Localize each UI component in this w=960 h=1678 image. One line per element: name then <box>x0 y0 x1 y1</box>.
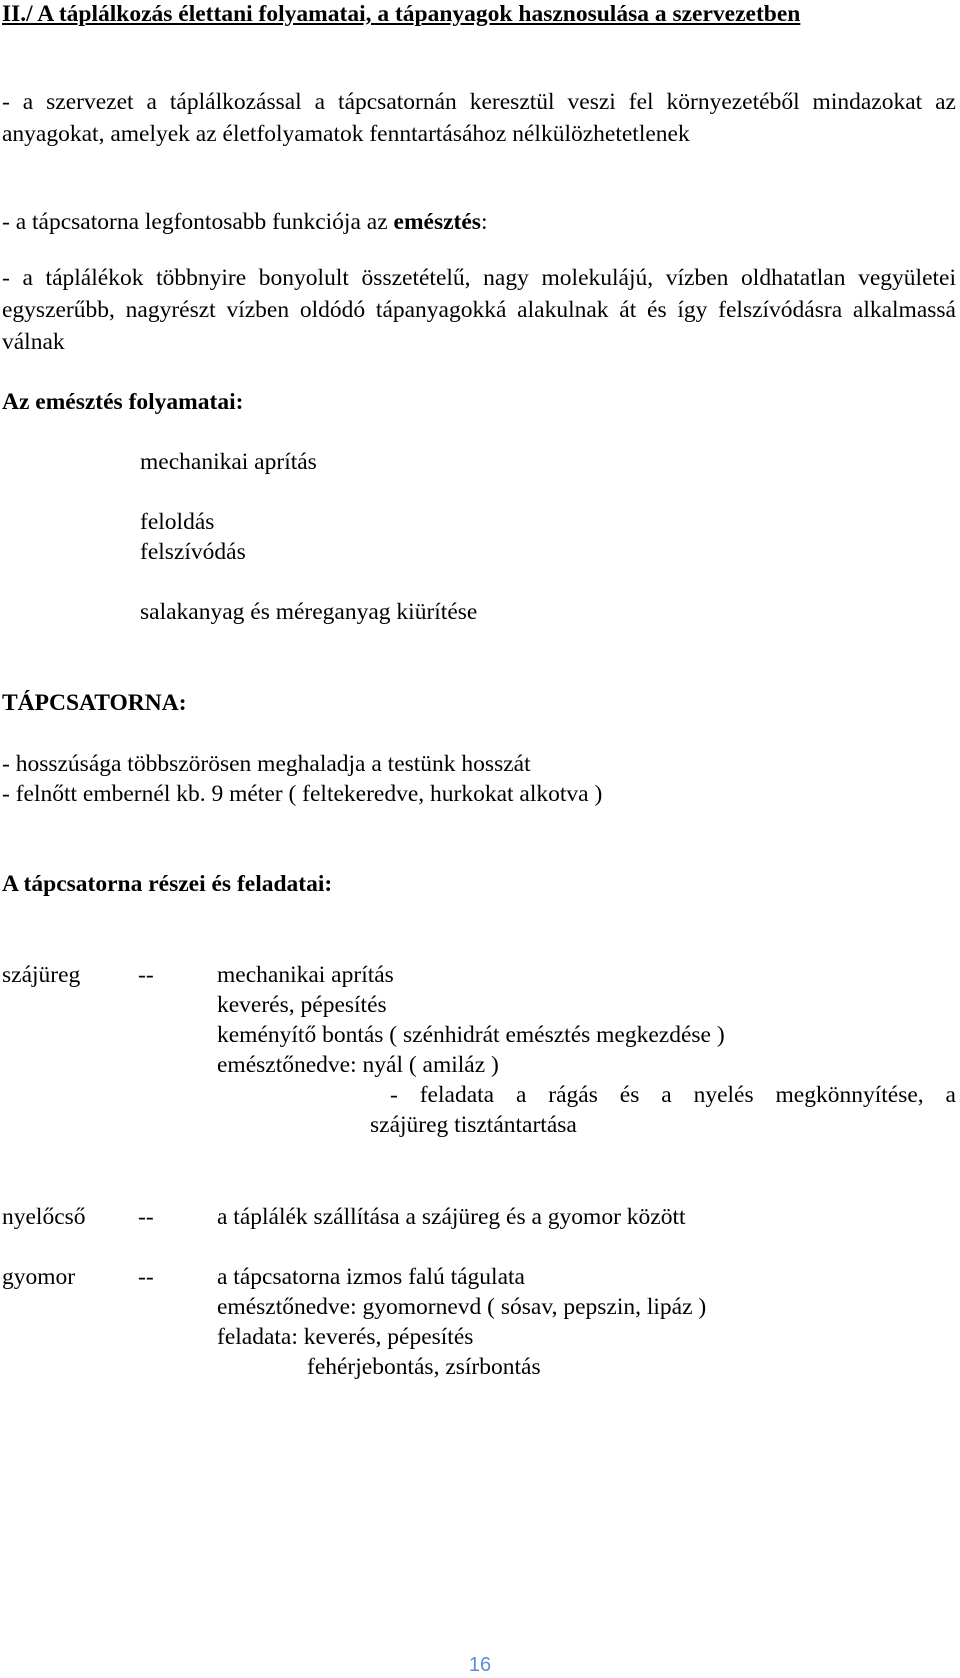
mouth-line: keverés, pépesítés <box>217 992 387 1018</box>
part-dash: -- <box>138 1204 154 1230</box>
intro-paragraph-2 <box>2 208 487 236</box>
page-number: 16 <box>468 1654 492 1676</box>
digestion-term: emésztés <box>393 209 481 235</box>
process-item: mechanikai aprítás <box>140 449 317 475</box>
process-item: salakanyag és méreganyag kiürítése <box>140 599 478 625</box>
intro-paragraph-2-text: - a tápcsatorna legfontosabb funkciója az <box>2 209 394 235</box>
process-item: felszívódás <box>140 539 246 565</box>
intro-paragraph-2-colon: : <box>480 209 488 235</box>
process-item: feloldás <box>140 509 215 535</box>
stomach-line: emésztőnedve: gyomornevd ( sósav, pepszin, lipáz ) <box>217 1294 707 1320</box>
tract-heading: TÁPCSATORNA: <box>2 690 187 716</box>
intro-paragraph-3: - a táplálékok többnyire bonyolult összetételű, nagy molekulájú, vízben oldhatatlan vegyületei egyszerűbb, nagyrészt vízben oldódó tápanyagokká alakulnak át és így felszívódásra alkalmassá válnak <box>2 265 956 355</box>
page-title: II./ A táplálkozás élettani folyamatai, a tápanyagok hasznosulása a szervezetben <box>2 1 801 27</box>
mouth-line: mechanikai aprítás <box>217 962 394 988</box>
stomach-line: a tápcsatorna izmos falú tágulata <box>217 1264 525 1290</box>
part-name-stomach: gyomor <box>2 1264 76 1290</box>
stomach-line: feladata: keverés, pépesítés <box>217 1324 474 1350</box>
tract-line: - felnőtt embernél kb. 9 méter ( feltekeredve, hurkokat alkotva ) <box>2 781 603 807</box>
intro-paragraph-1: - a szervezet a táplálkozással a tápcsatornán keresztül veszi fel környezetéből mindazokat az anyagokat, amelyek az életfolyamatok fenntartásához nélkülözhetetlenek <box>2 89 956 147</box>
stomach-extra-line: fehérjebontás, zsírbontás <box>307 1354 541 1380</box>
mouth-sub-line: szájüreg tisztántartása <box>370 1112 577 1138</box>
part-dash: -- <box>138 1264 154 1290</box>
esophagus-line: a táplálék szállítása a szájüreg és a gyomor között <box>217 1204 686 1230</box>
mouth-sub-line: - feladata a rágás és a nyelés megkönnyítése, a <box>390 1082 956 1108</box>
parts-heading: A tápcsatorna részei és feladatai: <box>2 871 333 897</box>
tract-line: - hosszúsága többszörösen meghaladja a testünk hosszát <box>2 751 531 777</box>
mouth-line: emésztőnedve: nyál ( amiláz ) <box>217 1052 499 1078</box>
part-name-mouth: szájüreg <box>2 962 81 988</box>
mouth-line: keményítő bontás ( szénhidrát emésztés megkezdése ) <box>217 1022 725 1048</box>
part-dash: -- <box>138 962 154 988</box>
part-name-esophagus: nyelőcső <box>2 1204 86 1230</box>
processes-heading: Az emésztés folyamatai: <box>2 389 244 415</box>
